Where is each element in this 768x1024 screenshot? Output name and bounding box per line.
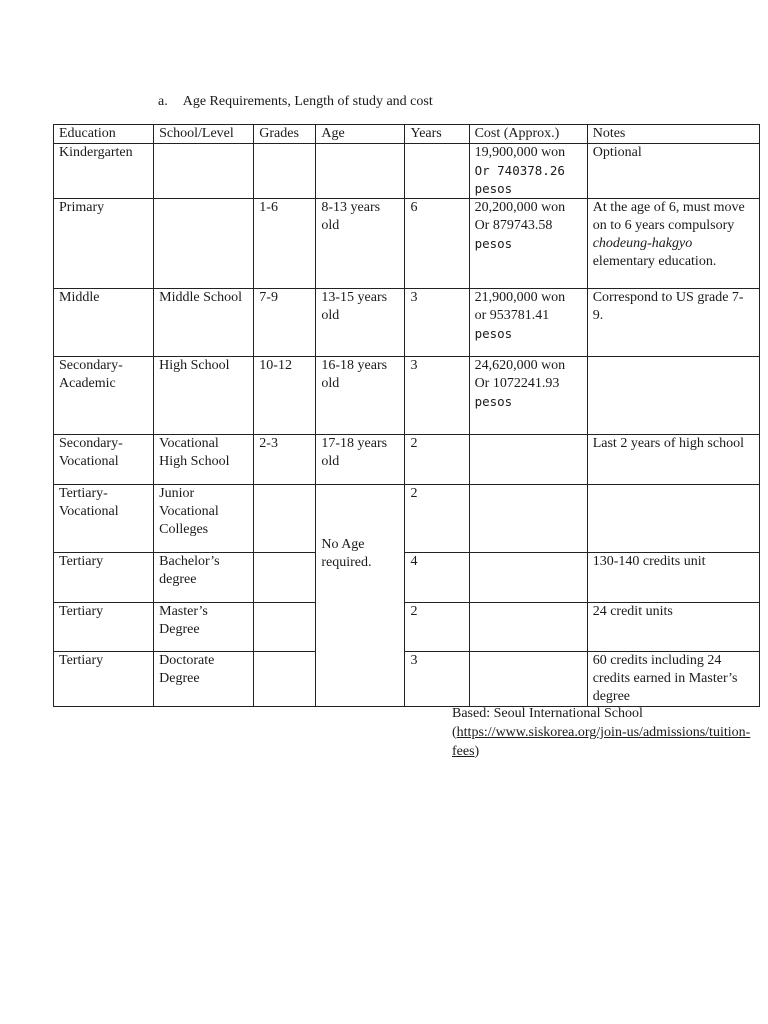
- source-citation: [452, 704, 752, 761]
- cell-age: 13-15 years old: [316, 289, 405, 357]
- cell-grades: [254, 652, 316, 707]
- cell-education: Middle: [54, 289, 154, 357]
- cell-grades: 2-3: [254, 435, 316, 485]
- cell-notes: [587, 485, 759, 553]
- cost-unit: pesos: [474, 326, 513, 341]
- cell-education: Tertiary: [54, 553, 154, 603]
- table-header-row: [54, 125, 760, 144]
- cell-years: 3: [405, 357, 469, 435]
- cell-years: 2: [405, 485, 469, 553]
- cell-notes: Correspond to US grade 7-9.: [587, 289, 759, 357]
- table-row: [54, 435, 760, 485]
- table-row: [54, 357, 760, 435]
- section-number: a.: [158, 94, 168, 109]
- cost-pesos: Or 1072241.93: [474, 376, 560, 391]
- cell-notes: 130-140 credits unit: [587, 553, 759, 603]
- header-notes: Notes: [587, 125, 759, 144]
- cell-notes: [587, 357, 759, 435]
- cost-pesos: Or 879743.58: [474, 218, 553, 233]
- close-paren: ): [474, 744, 480, 759]
- source-link[interactable]: https://www.siskorea.org/join-us/admissions/tuition-fees: [452, 725, 751, 759]
- cell-school: Middle School: [154, 289, 254, 357]
- cell-cost: [469, 199, 587, 289]
- cell-cost: [469, 144, 587, 199]
- cost-unit: pesos: [474, 181, 513, 196]
- cell-age: 8-13 years old: [316, 199, 405, 289]
- cell-education: Tertiary-Vocational: [54, 485, 154, 553]
- cell-education: Primary: [54, 199, 154, 289]
- cell-years: 3: [405, 289, 469, 357]
- cell-grades: [254, 144, 316, 199]
- cost-won: 24,620,000 won: [474, 358, 566, 373]
- open-paren: (: [452, 725, 457, 740]
- cell-notes: 60 credits including 24 credits earned in Master’s degree: [587, 652, 759, 707]
- cell-notes: Optional: [587, 144, 759, 199]
- cell-age: [316, 144, 405, 199]
- cost-won: 19,900,000 won: [474, 145, 566, 160]
- header-cost: Cost (Approx.): [469, 125, 587, 144]
- notes-text: elementary education.: [592, 254, 717, 269]
- table-row: [54, 199, 760, 289]
- no-age-required: No Age required.: [321, 536, 372, 570]
- cell-age-merged: [316, 485, 405, 707]
- cell-years: 6: [405, 199, 469, 289]
- cell-education: Secondary-Vocational: [54, 435, 154, 485]
- cell-school: [154, 144, 254, 199]
- cell-age: 16-18 years old: [316, 357, 405, 435]
- cost-pesos: or 953781.41: [474, 308, 550, 323]
- cell-years: 3: [405, 652, 469, 707]
- cell-grades: 7-9: [254, 289, 316, 357]
- cell-school: Vocational High School: [154, 435, 254, 485]
- cell-notes: 24 credit units: [587, 603, 759, 652]
- cost-pesos: Or 740378.26: [474, 163, 565, 178]
- cell-grades: [254, 603, 316, 652]
- header-education: Education: [54, 125, 154, 144]
- cell-years: [405, 144, 469, 199]
- cell-age: 17-18 years old: [316, 435, 405, 485]
- section-title: Age Requirements, Length of study and cost: [182, 94, 433, 109]
- cost-unit: pesos: [474, 236, 513, 251]
- section-heading: [158, 94, 433, 110]
- cell-school: [154, 199, 254, 289]
- table-row: [54, 144, 760, 199]
- cell-cost: [469, 603, 587, 652]
- cell-cost: [469, 435, 587, 485]
- cell-years: 4: [405, 553, 469, 603]
- cell-cost: [469, 652, 587, 707]
- header-years: Years: [405, 125, 469, 144]
- cell-school: High School: [154, 357, 254, 435]
- cell-notes: Last 2 years of high school: [587, 435, 759, 485]
- cell-cost: [469, 553, 587, 603]
- table-row: [54, 603, 760, 652]
- education-table: [53, 124, 760, 707]
- source-label: Based: Seoul International School: [452, 706, 643, 721]
- notes-term: chodeung-hakgyo: [592, 236, 693, 251]
- cell-grades: [254, 553, 316, 603]
- cell-education: Kindergarten: [54, 144, 154, 199]
- notes-text: At the age of 6, must move on to 6 years compulsory: [592, 200, 745, 233]
- cell-school: Master’s Degree: [154, 603, 254, 652]
- header-grades: Grades: [254, 125, 316, 144]
- header-school-level: School/Level: [154, 125, 254, 144]
- cell-grades: [254, 485, 316, 553]
- cell-grades: 10-12: [254, 357, 316, 435]
- cell-years: 2: [405, 435, 469, 485]
- cost-unit: pesos: [474, 394, 513, 409]
- cell-school: Doctorate Degree: [154, 652, 254, 707]
- cell-education: Tertiary: [54, 603, 154, 652]
- cell-years: 2: [405, 603, 469, 652]
- cell-education: Secondary-Academic: [54, 357, 154, 435]
- header-age: Age: [316, 125, 405, 144]
- cell-cost: [469, 485, 587, 553]
- cell-grades: 1-6: [254, 199, 316, 289]
- cell-cost: [469, 289, 587, 357]
- cell-education: Tertiary: [54, 652, 154, 707]
- table-row: [54, 652, 760, 707]
- cost-won: 21,900,000 won: [474, 290, 566, 305]
- table-row: [54, 485, 760, 553]
- cost-won: 20,200,000 won: [474, 200, 566, 215]
- cell-notes: [587, 199, 759, 289]
- cell-cost: [469, 357, 587, 435]
- cell-school: Bachelor’s degree: [154, 553, 254, 603]
- table-row: [54, 553, 760, 603]
- table-row: [54, 289, 760, 357]
- cell-school: Junior Vocational Colleges: [154, 485, 254, 553]
